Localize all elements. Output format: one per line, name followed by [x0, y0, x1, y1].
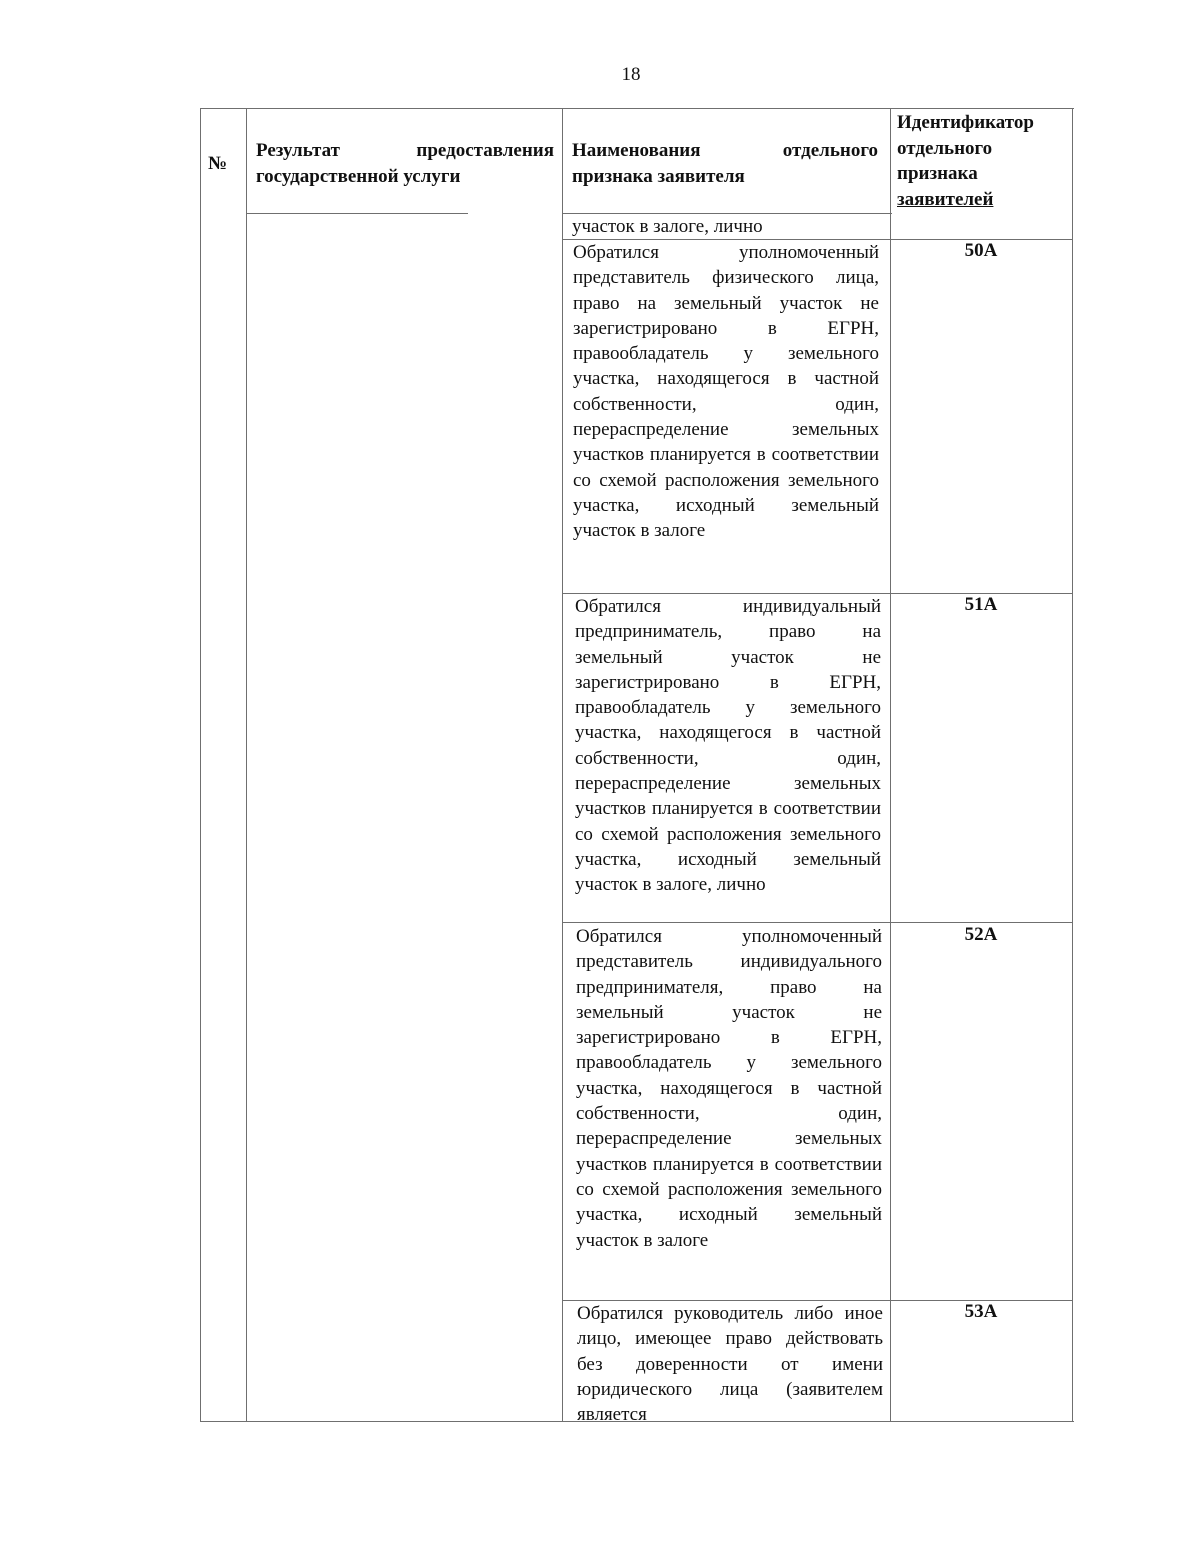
header-number: №: [208, 153, 228, 174]
table-left-border: [200, 108, 201, 1421]
header-result: Результат предоставления государственной услуги: [256, 140, 554, 187]
table-row-text: Обратился индивидуальный предприниматель, право на земельный участок не зарегистрировано в ЕГРН, правообладатель у земельного участка, находящегося в частной собственности, один, перераспределение земельных участков планируется в соответствии со схемой расположения земельного участка, исходный земельный участок в залоге, лично: [575, 596, 881, 896]
header-feature-name: Наименования отдельного признака заявителя: [572, 140, 878, 187]
table-row-code: 53А: [964, 1301, 998, 1322]
header-identifier-line: Идентификатор: [897, 112, 1034, 133]
page-number: 18: [621, 64, 641, 85]
table-row-text: Обратился руководитель либо иное лицо, имеющее право действовать без доверенности от имени юридического лица (заявителем является: [577, 1303, 883, 1426]
column-divider-name: [890, 108, 891, 1421]
continued-cell-text: участок в залоге, лично: [572, 216, 763, 237]
header-identifier-line: заявителей: [897, 188, 994, 210]
table-right-border: [1072, 108, 1073, 1421]
table-row-code: 51А: [964, 594, 998, 615]
header-identifier-line: отдельного: [897, 137, 993, 159]
header-identifier: [897, 110, 1067, 212]
column-divider-no: [246, 108, 247, 1421]
header-identifier-line: признака: [897, 163, 978, 184]
table-row-code: 50А: [964, 240, 998, 261]
header-bottom-border: [246, 213, 468, 214]
table-row-text: Обратился уполномоченный представитель индивидуального предпринимателя, право на земельный участок не зарегистрировано в ЕГРН, правообладатель у земельного участка, находящегося в частной собственности, один, перераспределение земельных участков планируется в соответствии со схемой расположения земельного участка, исходный земельный участок в залоге: [576, 926, 882, 1251]
column-divider-result: [562, 108, 563, 1421]
table-row-code: 52А: [964, 924, 998, 945]
row-divider: [562, 922, 1072, 923]
table-row-text: Обратился уполномоченный представитель физического лица, право на земельный участок не зарегистрировано в ЕГРН, правообладатель у земельного участка, находящегося в частной собственности, один, перераспределение земельных участков планируется в соответствии со схемой расположения земельного участка, исходный земельный участок в залоге: [573, 242, 879, 542]
table-top-border: [200, 108, 1074, 109]
